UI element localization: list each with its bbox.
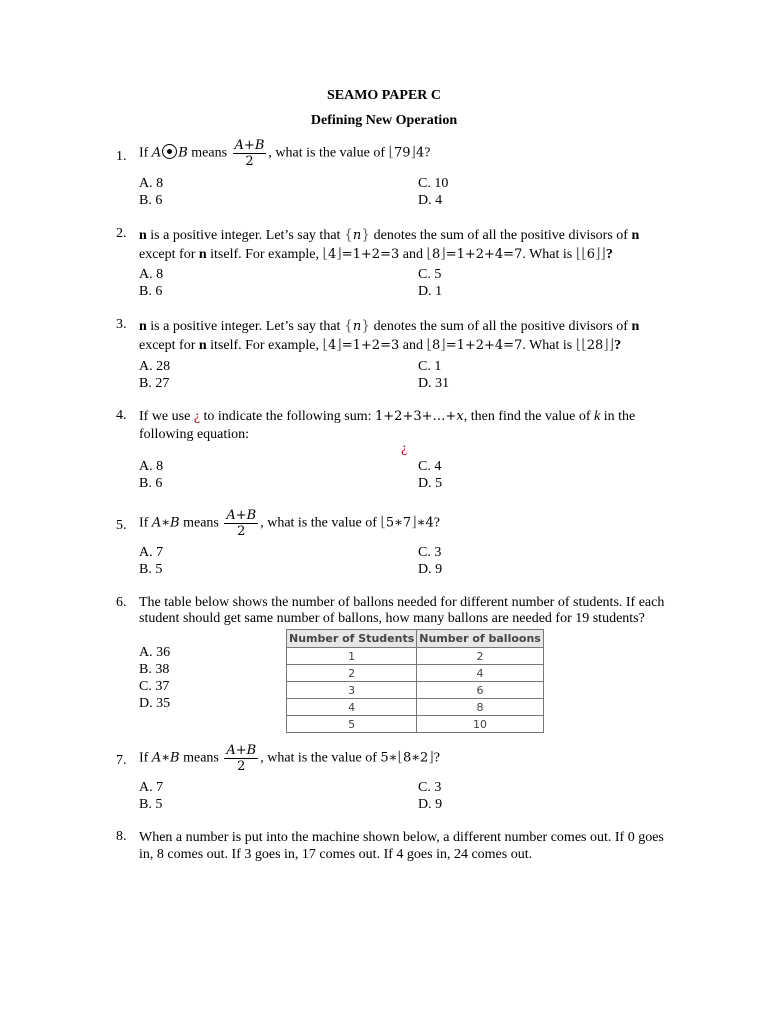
question-5-text: If A∗B means $\frac{A+B}{2}$ , what is the value of ⌊5∗7⌋∗4? <box>139 508 441 539</box>
table-row: 2 4 <box>287 665 544 682</box>
q6-option-d: D. 35 <box>139 696 171 711</box>
fraction: $\frac{A+B}{2}$ <box>234 138 265 169</box>
q4-option-c: C. 4 <box>418 459 442 474</box>
fraction: $\frac{A+B}{2}$ <box>226 508 257 539</box>
q6-option-c: C. 37 <box>139 679 170 694</box>
question-2-text: n is a positive integer. Let’s say that {n} denotes the sum of all the positive divisors of n except for n itself. For example, ⌊4⌋=1+2=3 and ⌊8⌋=1+2+4=7. What is ⌊⌊6⌋⌋? <box>139 227 640 262</box>
q6-option-b: B. 38 <box>139 662 170 677</box>
table-header-balloons: Number of balloons <box>417 630 544 648</box>
q1-option-a: A. 8 <box>139 176 164 191</box>
q5-option-d: D. 9 <box>418 562 443 577</box>
paper-title: SEAMO PAPER C <box>326 88 442 103</box>
q1-option-c: C. 10 <box>418 176 449 191</box>
q2-option-d: D. 1 <box>418 284 443 299</box>
q7-option-b: B. 5 <box>139 797 163 812</box>
question-1-text: If A B means $\frac{A+B}{2}$ , what is the value of ⌊79⌋4? <box>139 138 431 169</box>
q2-option-c: C. 5 <box>418 267 442 282</box>
question-6-number: 6. <box>116 595 127 610</box>
table-header-students: Number of Students <box>287 630 417 648</box>
fraction: $\frac{A+B}{2}$ <box>226 743 257 774</box>
question-5-number: 5. <box>116 518 127 533</box>
q1-option-d: D. 4 <box>418 193 443 208</box>
circled-dot-operator-icon <box>162 144 177 159</box>
q3-option-a: A. 28 <box>139 359 171 374</box>
equation-placeholder-glyph: ¿ <box>401 441 408 456</box>
sum-symbol-glyph: ¿ <box>193 409 201 424</box>
q3-option-d: D. 31 <box>418 376 450 391</box>
q6-option-a: A. 36 <box>139 645 171 660</box>
question-3-number: 3. <box>116 317 127 332</box>
table-row: 1 2 <box>287 648 544 665</box>
q5-option-c: C. 3 <box>418 545 442 560</box>
question-1-number: 1. <box>116 149 127 164</box>
table-row: 5 10 <box>287 716 544 733</box>
q4-option-a: A. 8 <box>139 459 164 474</box>
q4-option-b: B. 6 <box>139 476 163 491</box>
q1-option-b: B. 6 <box>139 193 163 208</box>
q3-option-c: C. 1 <box>418 359 442 374</box>
question-4-text: If we use ¿ to indicate the following sum: 1+2+3+…+x, then find the value of k in the following equation: <box>139 409 636 442</box>
q7-option-a: A. 7 <box>139 780 164 795</box>
question-7-text: If A∗B means $\frac{A+B}{2}$ , what is the value of 5∗⌊8∗2⌋? <box>139 743 441 774</box>
q7-option-d: D. 9 <box>418 797 443 812</box>
q2-option-b: B. 6 <box>139 284 163 299</box>
question-3-text: n is a positive integer. Let’s say that {n} denotes the sum of all the positive divisors of n except for n itself. For example, ⌊4⌋=1+2=3 and ⌊8⌋=1+2+4=7. What is ⌊⌊28⌋⌋? <box>139 318 640 353</box>
question-8-text: When a number is put into the machine shown below, a different number comes out. If 0 goes in, 8 comes out. If 3 goes in, 17 comes out. If 4 goes in, 24 comes out. <box>139 830 664 862</box>
section-subtitle: Defining New Operation <box>310 113 458 128</box>
q4-option-d: D. 5 <box>418 476 443 491</box>
table-row: 3 6 <box>287 682 544 699</box>
question-8-number: 8. <box>116 829 127 844</box>
balloons-table <box>286 629 544 733</box>
question-6-text: The table below shows the number of ballons needed for different number of students. If each student should get same number of ballons, how many ballons are needed for 19 students? <box>139 595 665 626</box>
q2-option-a: A. 8 <box>139 267 164 282</box>
question-4-number: 4. <box>116 408 127 423</box>
q5-option-b: B. 5 <box>139 562 163 577</box>
question-2-number: 2. <box>116 226 127 241</box>
question-7-number: 7. <box>116 753 127 768</box>
q5-option-a: A. 7 <box>139 545 164 560</box>
q7-option-c: C. 3 <box>418 780 442 795</box>
q3-option-b: B. 27 <box>139 376 170 391</box>
table-row: 4 8 <box>287 699 544 716</box>
